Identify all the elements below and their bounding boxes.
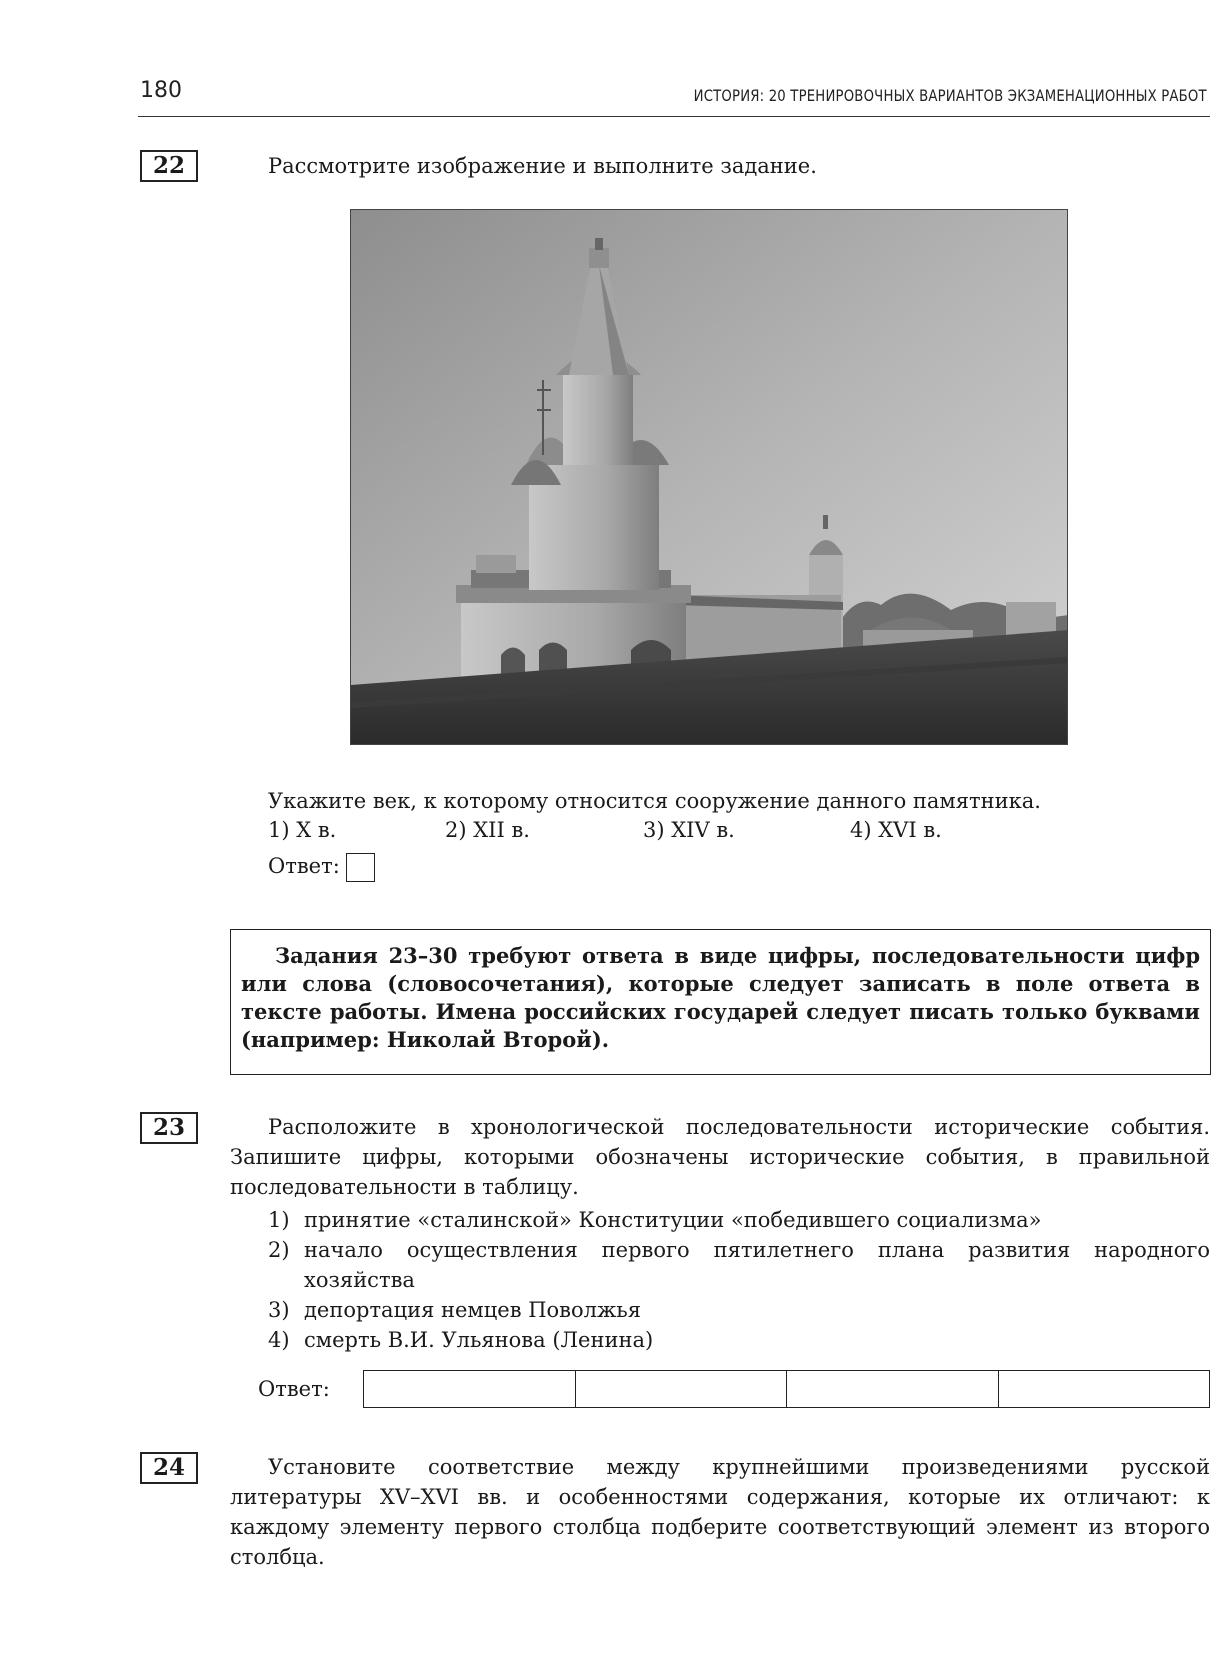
answer-cell-1[interactable] — [364, 1371, 576, 1407]
task-23-events — [268, 1205, 1210, 1355]
list-item — [268, 1205, 1210, 1235]
task-22-option-2[interactable]: 2) XII в. — [445, 818, 530, 842]
page-number: 180 — [140, 78, 182, 103]
running-title: ИСТОРИЯ: 20 ТРЕНИРОВОЧНЫХ ВАРИАНТОВ ЭКЗАМЕНАЦИОННЫХ РАБОТ — [693, 86, 1207, 105]
task-22-option-4[interactable]: 4) XVI в. — [850, 818, 942, 842]
event-number: 2) — [268, 1238, 290, 1262]
list-item — [268, 1235, 1210, 1295]
instruction-notice — [230, 929, 1211, 1075]
header-rule — [138, 116, 1210, 117]
event-number: 1) — [268, 1208, 290, 1232]
list-item — [268, 1325, 1210, 1355]
task-24-number: 24 — [140, 1452, 198, 1484]
task-22-question: Укажите век, к которому относится сооружение данного памятника. — [268, 789, 1041, 813]
task-22-answer-row — [268, 851, 375, 882]
answer-cell-4[interactable] — [999, 1371, 1210, 1407]
answer-cell-3[interactable] — [787, 1371, 999, 1407]
task-23-answer-table — [363, 1370, 1210, 1408]
answer-cell-2[interactable] — [576, 1371, 788, 1407]
task-22-instruction: Рассмотрите изображение и выполните задание. — [268, 154, 817, 178]
event-text: начало осуществления первого пятилетнего плана развития народного хозяйства — [304, 1238, 1210, 1292]
event-number: 3) — [268, 1298, 290, 1322]
task-22-number: 22 — [140, 150, 198, 182]
list-item — [268, 1295, 1210, 1325]
task-24-instruction: Установите соответствие между крупнейшими произведениями русской литературы XV–XVI вв. и особенностями содержания, которые их отличают: к каждому элементу первого столбца подберите соответствующий элемент из второго столбца. — [230, 1455, 1210, 1569]
task-22-answer-label: Ответ: — [268, 854, 340, 878]
event-number: 4) — [268, 1328, 290, 1352]
event-text: смерть В.И. Ульянова (Ленина) — [304, 1328, 654, 1352]
event-text: депортация немцев Поволжья — [304, 1298, 641, 1322]
church-photo — [350, 209, 1068, 745]
task-22-option-1[interactable]: 1) X в. — [268, 818, 337, 842]
event-text: принятие «сталинской» Конституции «победившего социализма» — [304, 1208, 1042, 1232]
notice-text: Задания 23–30 требуют ответа в виде цифры, последовательности цифр или слова (словосочетания), которые следует записать в поле ответа в тексте работы. Имена российских государей следует писать только буквами (например: Николай Второй). — [241, 943, 1200, 1052]
task-22-option-3[interactable]: 3) XIV в. — [643, 818, 735, 842]
task-23-number: 23 — [140, 1112, 198, 1144]
task-23-instruction: Расположите в хронологической последовательности исторические события. Запишите цифры, которыми обозначены исторические события, в правильной последовательности в таблицу. — [230, 1115, 1210, 1199]
task-22-answer-box[interactable] — [346, 853, 375, 882]
task-23-answer-label: Ответ: — [258, 1377, 330, 1401]
